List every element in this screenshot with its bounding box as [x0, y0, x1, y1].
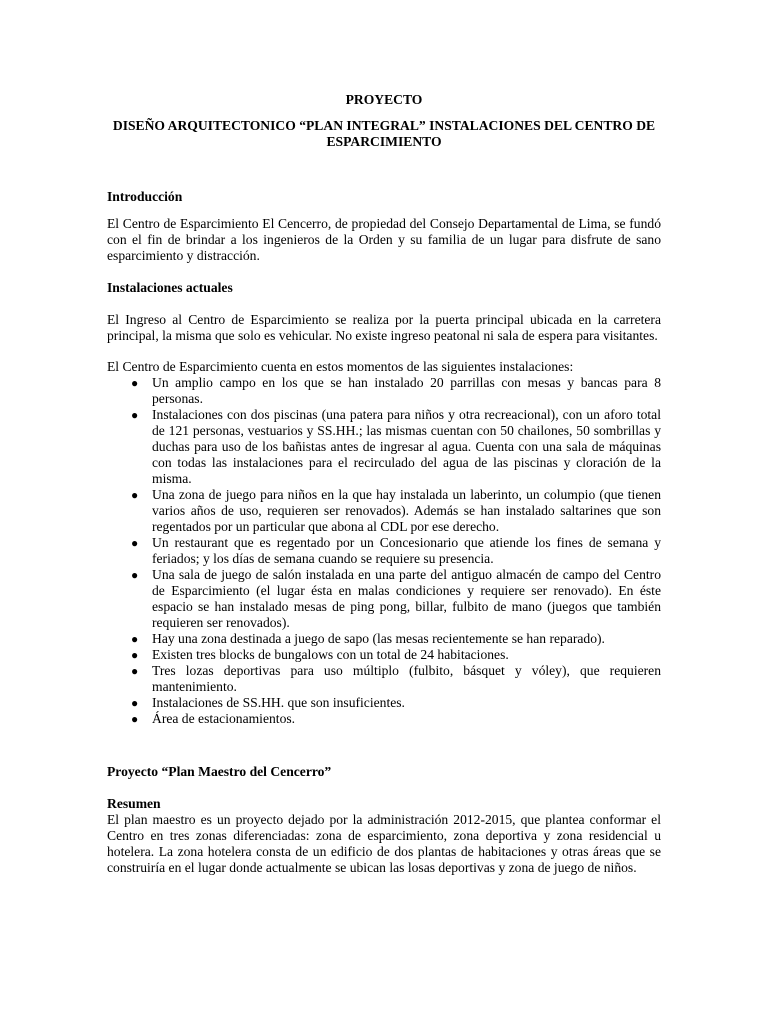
list-item-text: Un restaurant que es regentado por un Concesionario que atiende los fines de semana y feriados; y los días de semana cuando se requiere su presencia.: [152, 535, 661, 566]
list-item: [107, 407, 661, 487]
bullet-icon: ●: [131, 648, 139, 662]
document-title: PROYECTO: [345, 92, 423, 107]
bullet-icon: ●: [131, 376, 139, 390]
document-body: [107, 92, 661, 876]
list-item: [107, 631, 661, 647]
list-item: [107, 535, 661, 567]
instalaciones-paragraph-2: El Centro de Esparcimiento cuenta en estos momentos de las siguientes instalaciones:: [107, 359, 574, 374]
bullet-icon: ●: [131, 632, 139, 646]
instalaciones-list: [107, 375, 661, 727]
document-subtitle: DISEÑO ARQUITECTONICO “PLAN INTEGRAL” INSTALACIONES DEL CENTRO DE ESPARCIMIENTO: [112, 118, 656, 149]
bullet-icon: ●: [131, 696, 139, 710]
proyecto-heading: Proyecto “Plan Maestro del Cencerro”: [107, 764, 332, 779]
bullet-icon: ●: [131, 664, 139, 678]
list-item-text: Área de estacionamientos.: [152, 711, 296, 726]
list-item-text: Un amplio campo en los que se han instalado 20 parrillas con mesas y bancas para 8 personas.: [152, 375, 661, 406]
list-item: [107, 695, 661, 711]
list-item-text: Tres lozas deportivas para uso múltiplo (fulbito, básquet y vóley), que requieren mantenimiento.: [152, 663, 661, 694]
list-item-text: Instalaciones con dos piscinas (una patera para niños y otra recreacional), con un aforo total de 121 personas, vestuarios y SS.HH.; las mismas cuentan con 50 chailones, 50 sombrillas y duchas para uso de los bañistas antes de ingresar al agua. Cuenta con una sala de máquinas con todas las instalaciones para el recirculado del agua de las piscinas y cloración de la misma.: [152, 407, 661, 486]
resumen-paragraph: El plan maestro es un proyecto dejado por la administración 2012-2015, que plantea conformar el Centro en tres zonas diferenciadas: zona de esparcimiento, zona deportiva y zona residencial u hotelera. La zona hotelera consta de un edificio de dos plantas de habitaciones y otras áreas que se construiría en el lugar donde actualmente se ubican las losas deportivas y zona de juego de niños.: [107, 812, 661, 875]
list-item: [107, 487, 661, 535]
bullet-icon: ●: [131, 568, 139, 582]
list-item-text: Una sala de juego de salón instalada en una parte del antiguo almacén de campo del Centro de Esparcimiento (el lugar ésta en malas condiciones y requiere ser renovado). En éste espacio se han instalado mesas de ping pong, billar, fulbito de mano (juegos que también requieren ser renovados).: [152, 567, 661, 630]
instalaciones-heading: Instalaciones actuales: [107, 280, 233, 295]
list-item-text: Una zona de juego para niños en la que hay instalada un laberinto, un columpio (que tienen varios años de uso, requieren ser renovados). Además se han instalado saltarines que son regentados por un particular que abona al CDL por ese derecho.: [152, 487, 661, 534]
list-item: [107, 663, 661, 695]
list-item-text: Instalaciones de SS.HH. que son insuficientes.: [152, 695, 405, 710]
list-item: [107, 647, 661, 663]
introduccion-paragraph: El Centro de Esparcimiento El Cencerro, de propiedad del Consejo Departamental de Lima, se fundó con el fin de brindar a los ingenieros de la Orden y su familia de un lugar para disfrute de sano esparcimiento y distracción.: [107, 216, 661, 263]
introduccion-heading: Introducción: [107, 189, 183, 204]
instalaciones-paragraph-1: El Ingreso al Centro de Esparcimiento se realiza por la puerta principal ubicada en la carretera principal, la misma que solo es vehicular. No existe ingreso peatonal ni sala de espera para visitantes.: [107, 312, 661, 343]
resumen-heading: Resumen: [107, 796, 161, 811]
list-item-text: Hay una zona destinada a juego de sapo (las mesas recientemente se han reparado).: [152, 631, 605, 646]
bullet-icon: ●: [131, 712, 139, 726]
list-item: [107, 375, 661, 407]
bullet-icon: ●: [131, 408, 139, 422]
bullet-icon: ●: [131, 536, 139, 550]
list-item-text: Existen tres blocks de bungalows con un total de 24 habitaciones.: [152, 647, 509, 662]
list-item: [107, 567, 661, 631]
bullet-icon: ●: [131, 488, 139, 502]
list-item: [107, 711, 661, 727]
